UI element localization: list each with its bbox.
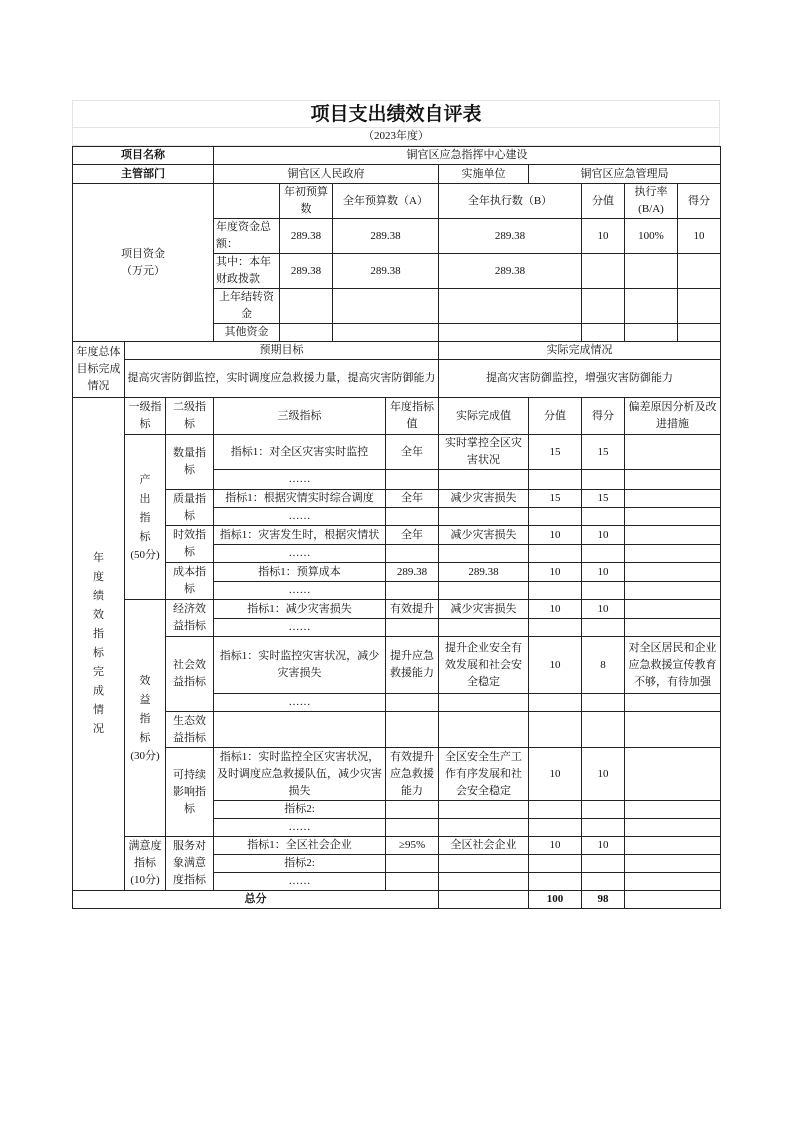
target: 289.38 xyxy=(386,563,439,582)
level2: 经济效益指标 xyxy=(166,600,214,637)
weight: 15 xyxy=(529,435,582,470)
indicator-row xyxy=(73,837,721,855)
header: 执行率(B/A) xyxy=(625,184,678,219)
indicator-name: 指标1：实时监控灾害状况，减少灾害损失 xyxy=(214,637,386,694)
indicator-name: 指标1：根据灾情实时综合调度 xyxy=(214,490,386,508)
funds-header-row xyxy=(73,184,721,219)
indicators-label: 年度绩效指标完成情况 xyxy=(73,398,125,891)
cell xyxy=(625,289,678,324)
indicator-row xyxy=(73,526,721,545)
row-label: 年度资金总额： xyxy=(214,219,280,254)
cell xyxy=(625,324,678,342)
actual: 减少灾害损失 xyxy=(439,526,529,545)
blank xyxy=(214,184,280,219)
cell: 10 xyxy=(678,219,721,254)
indicator-row xyxy=(73,637,721,694)
header: 分值 xyxy=(582,184,625,219)
header: 二级指标 xyxy=(166,398,214,435)
indicator-row xyxy=(73,490,721,508)
project-name: 铜官区应急指挥中心建设 xyxy=(214,147,721,165)
cell xyxy=(333,289,439,324)
level2: 数量指标 xyxy=(166,435,214,490)
cell: 289.38 xyxy=(280,254,333,289)
cell xyxy=(280,324,333,342)
cell xyxy=(625,254,678,289)
funds-label: 项目资金（万元） xyxy=(73,184,214,342)
cell xyxy=(582,324,625,342)
actual: 全区安全生产工作有序发展和社会安全稳定 xyxy=(439,748,529,801)
indicator-name: 指标1：灾害发生时，根据灾情状 xyxy=(214,526,386,545)
header: 实际完成值 xyxy=(439,398,529,435)
row-label: 其中：本年财政拨款 xyxy=(214,254,280,289)
level2: 服务对象满意度指标 xyxy=(166,837,214,891)
header: 得分 xyxy=(678,184,721,219)
level2: 成本指标 xyxy=(166,563,214,600)
target: 全年 xyxy=(386,435,439,470)
target: 全年 xyxy=(386,526,439,545)
target: 提升应急救援能力 xyxy=(386,637,439,694)
total-row xyxy=(73,891,721,909)
actual: 全区社会企业 xyxy=(439,837,529,855)
target: ≥95% xyxy=(386,837,439,855)
level1-benefit: 效益指标 (30分) xyxy=(125,600,166,837)
row-label: 其他资金 xyxy=(214,324,280,342)
goals-header-row xyxy=(73,342,721,360)
header: 全年执行数（B） xyxy=(439,184,582,219)
cell xyxy=(678,324,721,342)
score: 10 xyxy=(582,837,625,855)
header: 三级指标 xyxy=(214,398,386,435)
score: 10 xyxy=(582,526,625,545)
header: 偏差原因分析及改进措施 xyxy=(625,398,721,435)
weight: 10 xyxy=(529,526,582,545)
cell xyxy=(280,289,333,324)
goals-label: 年度总体目标完成情况 xyxy=(73,342,125,398)
target: 有效提升应急救援能力 xyxy=(386,748,439,801)
level1-output: 产出指标 (50分) xyxy=(125,435,166,600)
indicator-name: 指标2: xyxy=(214,801,386,819)
indicators-header-row xyxy=(73,398,721,435)
score: 10 xyxy=(582,748,625,801)
indicator-row xyxy=(73,435,721,470)
header: 分值 xyxy=(529,398,582,435)
placeholder: …… xyxy=(214,819,386,837)
department-row xyxy=(73,165,721,184)
implementing-unit: 铜官区应急管理局 xyxy=(529,165,721,184)
cell: 289.38 xyxy=(439,219,582,254)
total-weight: 100 xyxy=(529,891,582,909)
weight: 10 xyxy=(529,563,582,582)
weight: 15 xyxy=(529,490,582,508)
cell: 289.38 xyxy=(280,219,333,254)
note xyxy=(625,435,721,470)
project-name-row xyxy=(73,147,721,165)
score: 10 xyxy=(582,600,625,619)
total-score: 98 xyxy=(582,891,625,909)
weight: 10 xyxy=(529,837,582,855)
cell xyxy=(678,289,721,324)
cell: 289.38 xyxy=(333,254,439,289)
header: 年初预算数 xyxy=(280,184,333,219)
level1-satisfaction: 满意度指标(10分) xyxy=(125,837,166,891)
cell xyxy=(678,254,721,289)
label: 实施单位 xyxy=(439,165,529,184)
note xyxy=(625,748,721,801)
cell xyxy=(439,324,582,342)
goals-row xyxy=(73,360,721,398)
level2: 时效指标 xyxy=(166,526,214,563)
cell xyxy=(582,254,625,289)
score: 10 xyxy=(582,563,625,582)
level2: 质量指标 xyxy=(166,490,214,526)
score: 8 xyxy=(582,637,625,694)
level2: 社会效益指标 xyxy=(166,637,214,712)
header: 预期目标 xyxy=(125,342,439,360)
placeholder: …… xyxy=(214,582,386,600)
department: 铜官区人民政府 xyxy=(214,165,439,184)
cell: 100% xyxy=(625,219,678,254)
actual: 提升企业安全有效发展和社会安全稳定 xyxy=(439,637,529,694)
indicator-name: 指标1：预算成本 xyxy=(214,563,386,582)
placeholder: …… xyxy=(214,470,386,490)
header: 得分 xyxy=(582,398,625,435)
indicator-row xyxy=(73,563,721,582)
header: 年度指标值 xyxy=(386,398,439,435)
weight: 10 xyxy=(529,637,582,694)
placeholder: …… xyxy=(214,508,386,526)
placeholder: …… xyxy=(214,694,386,712)
indicator-row xyxy=(73,748,721,801)
actual: 289.38 xyxy=(439,563,529,582)
header: 全年预算数（A） xyxy=(333,184,439,219)
weight: 10 xyxy=(529,600,582,619)
label: 项目名称 xyxy=(73,147,214,165)
level2: 生态效益指标 xyxy=(166,712,214,748)
label: 主管部门 xyxy=(73,165,214,184)
cell: 289.38 xyxy=(333,219,439,254)
total-label: 总分 xyxy=(73,891,439,909)
note xyxy=(625,526,721,545)
header: 实际完成情况 xyxy=(439,342,721,360)
header: 一级指标 xyxy=(125,398,166,435)
cell xyxy=(582,289,625,324)
note xyxy=(625,563,721,582)
placeholder: …… xyxy=(214,873,386,891)
indicator-row xyxy=(73,712,721,748)
note: 对全区居民和企业应急救援宣传教育不够，有待加强 xyxy=(625,637,721,694)
score: 15 xyxy=(582,490,625,508)
row-label: 上年结转资金 xyxy=(214,289,280,324)
indicator-name: 指标1：实时监控全区灾害状况，及时调度应急救援队伍，减少灾害损失 xyxy=(214,748,386,801)
actual: 实时掌控全区灾害状况 xyxy=(439,435,529,470)
cell: 289.38 xyxy=(439,254,582,289)
year-subtitle: （2023年度） xyxy=(72,128,720,146)
indicator-name: 指标1：减少灾害损失 xyxy=(214,600,386,619)
actual: 减少灾害损失 xyxy=(439,490,529,508)
placeholder: …… xyxy=(214,545,386,563)
cell xyxy=(333,324,439,342)
placeholder: …… xyxy=(214,619,386,637)
note xyxy=(625,837,721,855)
cell xyxy=(439,289,582,324)
page-title: 项目支出绩效自评表 xyxy=(72,100,720,128)
weight: 10 xyxy=(529,748,582,801)
level2: 可持续影响指标 xyxy=(166,748,214,837)
indicator-name: 指标2: xyxy=(214,855,386,873)
note xyxy=(625,490,721,508)
cell: 10 xyxy=(582,219,625,254)
actual: 减少灾害损失 xyxy=(439,600,529,619)
target: 全年 xyxy=(386,490,439,508)
indicator-name: 指标1：全区社会企业 xyxy=(214,837,386,855)
self-evaluation-table xyxy=(72,146,721,909)
note xyxy=(625,600,721,619)
actual-result: 提高灾害防御监控，增强灾害防御能力 xyxy=(439,360,721,398)
score: 15 xyxy=(582,435,625,470)
target: 有效提升 xyxy=(386,600,439,619)
expected-goal: 提高灾害防御监控，实时调度应急救援力量，提高灾害防御能力 xyxy=(125,360,439,398)
indicator-row xyxy=(73,600,721,619)
indicator-name: 指标1：对全区灾害实时监控 xyxy=(214,435,386,470)
